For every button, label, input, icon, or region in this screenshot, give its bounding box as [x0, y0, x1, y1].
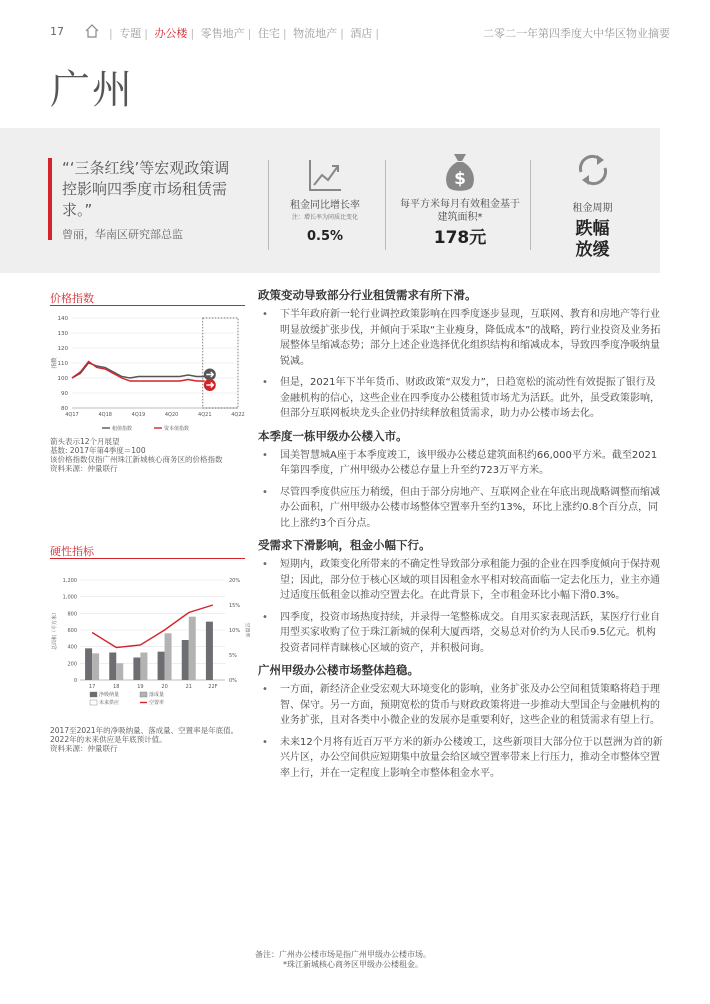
section-heading: 受需求下滑影响，租金小幅下行。: [258, 538, 431, 552]
y-tick-label: 130: [57, 331, 68, 337]
caption-line: 资料来源：仲量联行: [50, 744, 118, 753]
bar-completions: [189, 617, 196, 680]
nav-item-hotel[interactable]: 酒店: [350, 27, 373, 40]
section-heading: 本季度一栋甲级办公楼入市。: [258, 428, 408, 443]
bar-net-absorption: [182, 640, 189, 680]
x-tick-label: 22F: [208, 684, 218, 690]
x-tick-label: 4Q19: [131, 412, 146, 418]
y-tick-label: 400: [67, 644, 77, 651]
bar-completions: [165, 633, 172, 680]
y-axis-label: 指数: [52, 357, 58, 369]
money-bag-icon: [400, 150, 520, 198]
hard-metrics-title: 硬性指标: [50, 545, 94, 558]
y-tick-label: 120: [57, 346, 68, 352]
y-tick-label: 140: [57, 316, 68, 322]
series-line-0: [72, 363, 205, 378]
y-tick-label: 1,000: [62, 594, 77, 601]
stat-label: 租金同比增长率: [290, 200, 360, 211]
stat-rent-cycle: [545, 150, 640, 261]
divider: [385, 160, 386, 250]
svg-text:$: $: [454, 169, 466, 189]
y-tick-label: 90: [61, 391, 68, 397]
x-tick-label: 20: [161, 684, 168, 690]
bullet-item: • 短期内，政策变化所带来的不确定性导致部分承租能力强的企业在四季度倾向于保持观望；因此，部分位于核心区域的项目因租金水平相对较高面临一定去化压力，业主亦通过适度压低租金以推动空置去化。在此背景下，全市租金环比小幅下滑0.3%。: [258, 557, 663, 604]
bullet-item: • 尽管四季度供应压力稍缓，但由于部分房地产、互联网企业在年底出现战略调整而缩减办公面积，广州甲级办公楼市场整体空置率升至约13%，环比上涨约0.8个百分点，同比上涨约3个百分点。: [258, 485, 663, 532]
nav-item-retail[interactable]: 零售地产: [200, 27, 245, 40]
page-number: 17: [50, 25, 64, 38]
x-tick-label: 21: [185, 684, 192, 690]
section-rule: [50, 558, 245, 559]
report-title: 二零二一年第四季度大中华区物业摘要: [483, 27, 670, 40]
line-chart-icon: [275, 155, 375, 199]
divider: [530, 160, 531, 250]
bar-completions: [116, 663, 123, 680]
caption-line: 箭头表示12个月展望: [50, 437, 120, 446]
y-tick-label: 110: [57, 361, 68, 367]
quote-accent-bar: [48, 158, 52, 240]
quote-text: “‘三条红线’等宏观政策调控影响四季度市场租赁需求。”: [62, 159, 230, 219]
y-tick-label: 200: [67, 661, 77, 668]
x-tick-label: 4Q17: [65, 412, 79, 418]
top-nav: [50, 25, 670, 41]
hard-metrics-chart: [50, 570, 250, 720]
nav-item-logistics[interactable]: 物流地产: [293, 27, 338, 40]
bar-net-absorption: [158, 652, 165, 680]
footnote: [255, 950, 431, 970]
price-index-title: 价格指数: [50, 292, 94, 305]
legend-label: 资本值指数: [164, 426, 190, 432]
bar-net-absorption: [109, 653, 116, 681]
bar-net-absorption: [206, 622, 213, 680]
section-rule: [50, 305, 245, 306]
bar-net-absorption: [85, 648, 92, 680]
bullet-item: • 但是，2021年下半年货币、财政政策“双发力”，日趋宽松的流动性有效提振了银行及金融机构的信心，这些企业在四季度办公楼租赁市场尤为活跃。此外，虽受政策影响，但部分互联网板块龙头企业仍持续释放租赁需求，助力办公楼市场去化。: [258, 375, 663, 422]
y-axis-label: 总面积（平方米）: [52, 609, 58, 651]
stat-value: 跌幅放缓: [575, 219, 610, 260]
x-tick-label: 18: [113, 684, 120, 690]
cycle-arrows-icon: [545, 150, 640, 194]
nav-item-special[interactable]: 专题: [119, 27, 142, 40]
y2-axis-label: 空置率: [244, 622, 250, 638]
y2-tick-label: 10%: [229, 628, 241, 634]
bullet-item: • 四季度，投资市场热度持续，并录得一笔整栋成交。自用买家表现活跃，某医疗行业自用型买家收购了位于珠江新城的保利大厦西塔，交易总对价约为人民币9.5亿元。机构投资者同样青睐核心区域的资产，并积极问询。: [258, 610, 663, 657]
main-text-column: [258, 287, 663, 787]
stat-rent-growth: [275, 155, 375, 244]
x-tick-label: 4Q21: [198, 412, 212, 418]
price-index-chart: [50, 310, 250, 435]
footnote-line: *珠江新城核心商务区甲级办公楼租金。: [283, 960, 423, 969]
bullet-item: • 一方面，新经济企业受宏观大环境变化的影响，业务扩张及办公空间租赁策略将趋于理智、保守。另一方面，预期宽松的货币与财政政策将进一步推动大型国企与金融机构的业务扩张，且对各类中小微企业的发展亦是重要利好，这些企业的租赁需求有望上行。: [258, 682, 663, 729]
bullet-list: [258, 682, 663, 781]
y2-tick-label: 5%: [229, 653, 237, 659]
section-heading: 政策变动导致部分行业租赁需求有所下滑。: [258, 288, 477, 302]
quote-author: 曾丽，华南区研究部总监: [62, 228, 183, 241]
bullet-list: [258, 557, 663, 656]
section-heading: 广州甲级办公楼市场整体趋稳。: [258, 663, 419, 677]
city-title: 广州: [50, 67, 134, 113]
stat-value: 0.5%: [306, 229, 344, 244]
stat-effective-rent: [400, 150, 520, 249]
legend-label: 净吸纳量: [99, 692, 120, 698]
legend-swatch: [90, 700, 97, 705]
stat-label: 租金周期: [572, 203, 613, 214]
y-tick-label: 1,200: [62, 578, 77, 584]
bar-completions: [140, 653, 147, 681]
bullet-item: • 未来12个月将有近百万平方米的新办公楼竣工，这些新项目大部分位于以琶洲为首的新兴片区，办公空间供应短期集中放量会给区域空置率带来上行压力，推动全市整体空置率上行，并在一定程度上影响全市整体租金水平。: [258, 735, 663, 782]
price-index-caption: [50, 437, 250, 473]
legend-label: 落成量: [149, 692, 165, 698]
x-tick-label: 4Q18: [98, 412, 112, 418]
hard-metrics-caption: [50, 726, 250, 753]
legend-label: 租值指数: [112, 426, 133, 432]
caption-line: 资料来源：仲量联行: [50, 464, 118, 473]
y2-tick-label: 15%: [229, 603, 241, 609]
y2-tick-label: 20%: [229, 578, 241, 584]
nav-items: | 专题 | 办公楼 | 零售地产 | 住宅 | 物流地产 | 酒店 |: [109, 27, 380, 40]
legend-swatch: [90, 692, 97, 697]
x-tick-label: 4Q20: [164, 412, 179, 418]
y-tick-label: 600: [67, 628, 77, 634]
caption-line: 2017至2021年的净吸纳量、落成量、空置率是年底值。2022年的未来供应是年底预计值。: [50, 726, 239, 744]
home-icon[interactable]: [84, 23, 100, 42]
stat-label: 每平方米每月有效租金基于建筑面积*: [400, 199, 520, 223]
footnote-line: 备注：广州办公楼市场是指广州甲级办公楼市场。: [255, 950, 431, 959]
caption-line: 该价格指数仅指广州珠江新城核心商务区的价格指数: [50, 455, 223, 464]
legend-label: 空置率: [149, 700, 165, 706]
bar-net-absorption: [133, 658, 140, 681]
x-tick-label: 4Q22: [231, 412, 245, 418]
legend-swatch: [140, 692, 147, 697]
y-tick-label: 0: [73, 678, 77, 684]
y-tick-label: 80: [61, 406, 68, 412]
legend-label: 未来供应: [99, 700, 120, 706]
stat-value: 178元: [433, 228, 487, 248]
bar-completions: [92, 653, 99, 680]
x-tick-label: 19: [137, 684, 144, 690]
divider: [268, 160, 269, 250]
bullet-item: • 国美智慧城A座于本季度竣工，该甲级办公楼总建筑面积约66,000平方米。截至2021年第四季度，广州甲级办公楼总存量上升至约723万平方米。: [258, 448, 663, 479]
y-tick-label: 100: [57, 376, 68, 382]
bullet-list: [258, 307, 663, 422]
nav-item-office[interactable]: 办公楼: [154, 27, 188, 40]
caption-line: 基数: 2017年第4季度＝100: [50, 446, 146, 455]
nav-item-residential[interactable]: 住宅: [257, 27, 280, 40]
y2-tick-label: 0%: [229, 678, 237, 684]
stat-note: 注：增长率为同质比变化: [291, 214, 358, 221]
x-tick-label: 17: [88, 684, 96, 690]
bullet-item: • 下半年政府新一轮行业调控政策影响在四季度逐步显现，互联网、教育和房地产等行业明显放缓扩张步伐，并倾向于采取“主业瘦身，降低成本”的战略，跨行业投资及业务拓展整体呈缩减态势；部分上述企业选择优化组织结构和缩减成本，导致四季度净吸纳量锐减。: [258, 307, 663, 369]
bullet-list: [258, 448, 663, 532]
y-tick-label: 800: [67, 611, 77, 618]
